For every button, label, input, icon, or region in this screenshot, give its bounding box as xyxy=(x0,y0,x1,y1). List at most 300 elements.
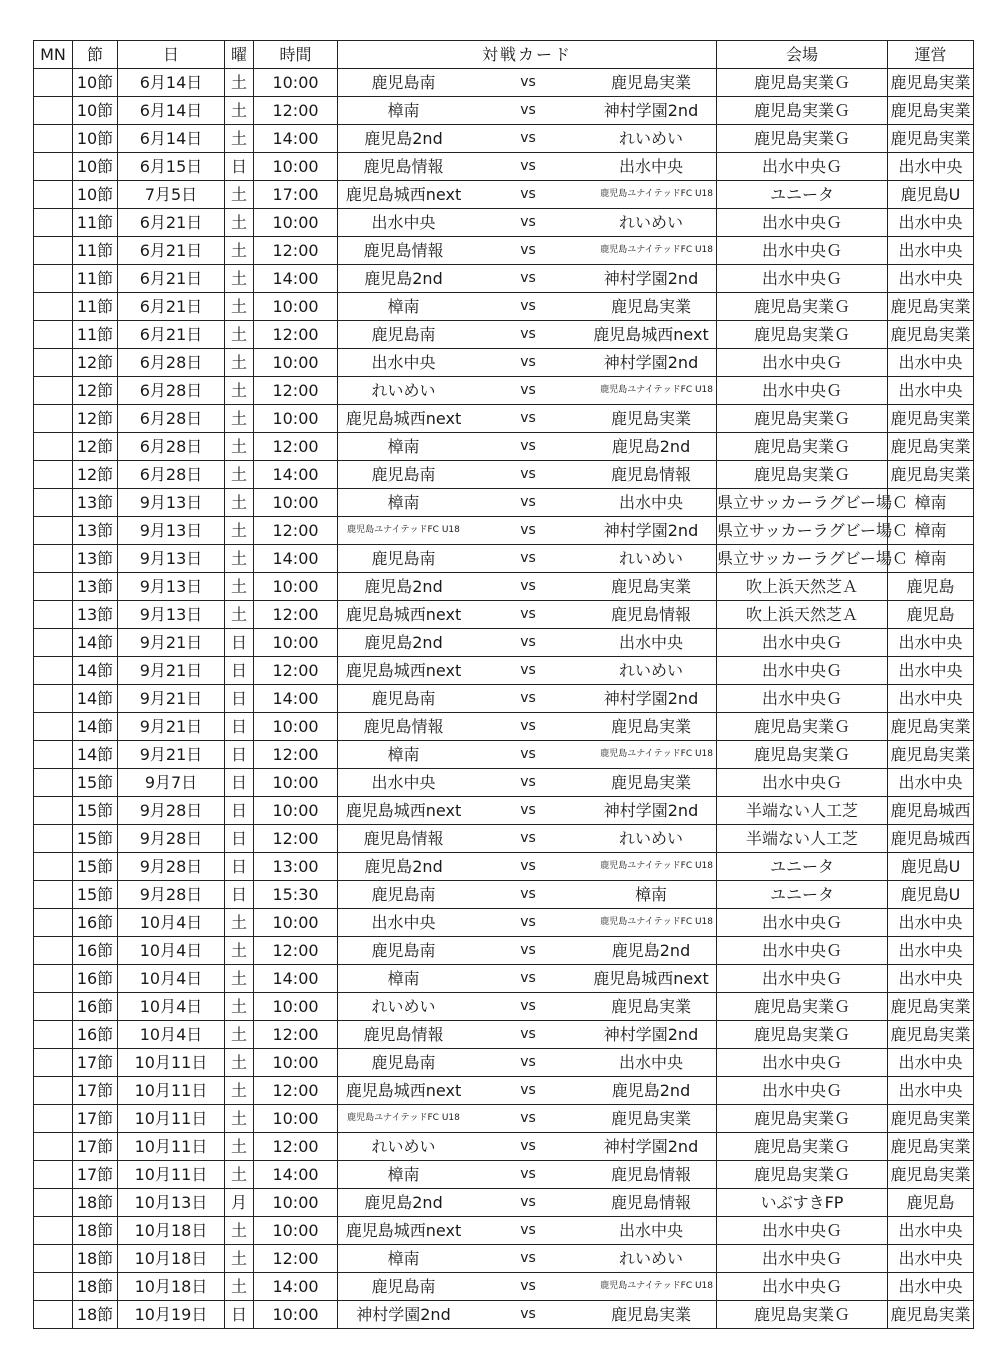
cell-time: 12:00 xyxy=(254,377,338,405)
vs-label: vs xyxy=(520,1194,536,1210)
cell-day: 日 xyxy=(225,629,254,657)
cell-venue: 鹿児島実業Ｇ xyxy=(717,69,888,97)
cell-day: 土 xyxy=(225,69,254,97)
away-team: 鹿児島2nd xyxy=(611,437,691,456)
cell-venue: 鹿児島実業Ｇ xyxy=(717,713,888,741)
away-team: れいめい xyxy=(618,129,683,148)
vs-label: vs xyxy=(520,718,536,734)
cell-match-card xyxy=(338,321,717,349)
table-row xyxy=(34,797,974,825)
cell-day: 日 xyxy=(225,853,254,881)
cell-mn xyxy=(34,881,73,909)
cell-time: 14:00 xyxy=(254,685,338,713)
cell-match-card xyxy=(338,601,717,629)
cell-mn xyxy=(34,153,73,181)
cell-operator: 鹿児島実業 xyxy=(888,97,974,125)
away-team: 神村学園2nd xyxy=(603,801,699,820)
cell-venue: 出水中央Ｇ xyxy=(717,657,888,685)
table-row xyxy=(34,741,974,769)
away-team: 鹿児島ユナイテッドFC U18 xyxy=(600,1281,713,1291)
home-team: 鹿児島2nd xyxy=(364,1193,443,1212)
cell-time: 10:00 xyxy=(254,909,338,937)
cell-operator: 出水中央 xyxy=(888,1245,974,1273)
cell-venue: 鹿児島実業Ｇ xyxy=(717,293,888,321)
away-team: 神村学園2nd xyxy=(603,1137,699,1156)
away-team: 鹿児島実業 xyxy=(610,997,691,1016)
cell-date: 9月21日 xyxy=(118,685,225,713)
cell-match-card xyxy=(338,1301,717,1329)
header-round: 節 xyxy=(73,41,118,69)
cell-time: 10:00 xyxy=(254,69,338,97)
cell-operator: 出水中央 xyxy=(888,1273,974,1301)
home-team: 出水中央 xyxy=(371,213,436,232)
table-row xyxy=(34,1245,974,1273)
cell-round: 13節 xyxy=(73,573,118,601)
cell-time: 13:00 xyxy=(254,853,338,881)
cell-time: 14:00 xyxy=(254,265,338,293)
away-team: 出水中央 xyxy=(618,1221,683,1240)
home-team: 鹿児島南 xyxy=(371,1277,436,1296)
table-row xyxy=(34,657,974,685)
vs-label: vs xyxy=(520,606,536,622)
cell-mn xyxy=(34,461,73,489)
away-team: れいめい xyxy=(618,213,683,232)
vs-label: vs xyxy=(520,214,536,230)
away-team: 鹿児島ユナイテッドFC U18 xyxy=(600,245,713,255)
cell-match-card xyxy=(338,741,717,769)
cell-date: 6月21日 xyxy=(118,209,225,237)
header-date: 日 xyxy=(118,41,225,69)
home-team: 鹿児島情報 xyxy=(363,717,444,736)
cell-venue: 鹿児島実業Ｇ xyxy=(717,97,888,125)
away-team: 神村学園2nd xyxy=(603,521,699,540)
cell-operator: 鹿児島実業 xyxy=(888,1161,974,1189)
cell-mn xyxy=(34,1301,73,1329)
header-mn: MN xyxy=(34,41,73,69)
cell-date: 9月7日 xyxy=(118,769,225,797)
cell-operator: 出水中央 xyxy=(888,629,974,657)
cell-day: 土 xyxy=(225,125,254,153)
cell-venue: 出水中央Ｇ xyxy=(717,1217,888,1245)
cell-time: 10:00 xyxy=(254,405,338,433)
cell-operator: 出水中央 xyxy=(888,377,974,405)
cell-date: 6月21日 xyxy=(118,237,225,265)
table-row xyxy=(34,1217,974,1245)
cell-match-card xyxy=(338,1077,717,1105)
away-team: 鹿児島ユナイテッドFC U18 xyxy=(600,385,713,395)
cell-time: 10:00 xyxy=(254,1189,338,1217)
cell-time: 12:00 xyxy=(254,741,338,769)
cell-venue: 出水中央Ｇ xyxy=(717,769,888,797)
cell-operator: 鹿児島城西 xyxy=(888,825,974,853)
cell-date: 10月4日 xyxy=(118,993,225,1021)
cell-operator: 鹿児島実業 xyxy=(888,461,974,489)
cell-time: 12:00 xyxy=(254,1133,338,1161)
away-team: 神村学園2nd xyxy=(603,689,699,708)
cell-venue: 鹿児島実業Ｇ xyxy=(717,1021,888,1049)
vs-label: vs xyxy=(520,662,536,678)
cell-match-card xyxy=(338,825,717,853)
away-team: 鹿児島実業 xyxy=(610,409,691,428)
table-row xyxy=(34,377,974,405)
cell-round: 14節 xyxy=(73,713,118,741)
cell-time: 12:00 xyxy=(254,1245,338,1273)
cell-day: 土 xyxy=(225,1049,254,1077)
cell-day: 土 xyxy=(225,601,254,629)
cell-operator: 出水中央 xyxy=(888,209,974,237)
cell-time: 12:00 xyxy=(254,937,338,965)
cell-match-card xyxy=(338,349,717,377)
cell-round: 10節 xyxy=(73,69,118,97)
cell-operator: 鹿児島実業 xyxy=(888,1105,974,1133)
cell-round: 13節 xyxy=(73,545,118,573)
home-team: 樟南 xyxy=(387,1165,420,1184)
cell-mn xyxy=(34,741,73,769)
cell-match-card xyxy=(338,573,717,601)
cell-mn xyxy=(34,349,73,377)
cell-round: 15節 xyxy=(73,881,118,909)
cell-day: 日 xyxy=(225,685,254,713)
cell-venue: 出水中央Ｇ xyxy=(717,965,888,993)
cell-venue: 出水中央Ｇ xyxy=(717,153,888,181)
away-team: 鹿児島城西next xyxy=(593,325,709,344)
table-row xyxy=(34,265,974,293)
home-team: 鹿児島南 xyxy=(371,465,436,484)
cell-venue: 鹿児島実業Ｇ xyxy=(717,125,888,153)
cell-round: 12節 xyxy=(73,433,118,461)
home-team: 鹿児島南 xyxy=(371,73,436,92)
cell-round: 18節 xyxy=(73,1217,118,1245)
header-time: 時間 xyxy=(254,41,338,69)
cell-date: 10月11日 xyxy=(118,1105,225,1133)
cell-date: 10月18日 xyxy=(118,1245,225,1273)
cell-date: 9月21日 xyxy=(118,713,225,741)
cell-operator: 鹿児島実業 xyxy=(888,293,974,321)
cell-round: 14節 xyxy=(73,685,118,713)
cell-round: 11節 xyxy=(73,293,118,321)
cell-match-card xyxy=(338,1049,717,1077)
cell-mn xyxy=(34,181,73,209)
cell-round: 13節 xyxy=(73,489,118,517)
cell-mn xyxy=(34,993,73,1021)
cell-date: 10月4日 xyxy=(118,965,225,993)
home-team: 鹿児島城西next xyxy=(345,1221,462,1240)
away-team: 鹿児島ユナイテッドFC U18 xyxy=(600,749,713,759)
cell-round: 18節 xyxy=(73,1301,118,1329)
cell-venue: 出水中央Ｇ xyxy=(717,377,888,405)
cell-match-card xyxy=(338,293,717,321)
cell-round: 18節 xyxy=(73,1245,118,1273)
cell-venue: 半端ない人工芝 xyxy=(717,797,888,825)
table-row xyxy=(34,489,974,517)
cell-time: 10:00 xyxy=(254,293,338,321)
cell-round: 15節 xyxy=(73,797,118,825)
table-row xyxy=(34,69,974,97)
cell-round: 11節 xyxy=(73,237,118,265)
cell-date: 9月28日 xyxy=(118,881,225,909)
cell-day: 土 xyxy=(225,321,254,349)
cell-operator: 鹿児島 xyxy=(888,1189,974,1217)
table-row xyxy=(34,181,974,209)
cell-date: 10月11日 xyxy=(118,1133,225,1161)
cell-venue: 県立サッカーラグビー場Ｃ xyxy=(717,489,888,517)
cell-date: 10月4日 xyxy=(118,937,225,965)
away-team: 鹿児島情報 xyxy=(610,605,691,624)
vs-label: vs xyxy=(520,746,536,762)
cell-round: 17節 xyxy=(73,1077,118,1105)
away-team: れいめい xyxy=(618,549,683,568)
cell-venue: 出水中央Ｇ xyxy=(717,237,888,265)
cell-operator: 出水中央 xyxy=(888,685,974,713)
cell-day: 土 xyxy=(225,349,254,377)
cell-operator: 鹿児島 xyxy=(888,573,974,601)
home-team: 樟南 xyxy=(387,493,420,512)
cell-round: 14節 xyxy=(73,741,118,769)
home-team: れいめい xyxy=(371,381,436,400)
cell-mn xyxy=(34,293,73,321)
cell-venue: 鹿児島実業Ｇ xyxy=(717,405,888,433)
away-team: れいめい xyxy=(618,829,683,848)
cell-time: 17:00 xyxy=(254,181,338,209)
cell-round: 16節 xyxy=(73,937,118,965)
home-team: 鹿児島2nd xyxy=(364,857,443,876)
cell-match-card xyxy=(338,1161,717,1189)
cell-venue: 出水中央Ｇ xyxy=(717,349,888,377)
cell-day: 土 xyxy=(225,461,254,489)
cell-time: 12:00 xyxy=(254,517,338,545)
cell-time: 14:00 xyxy=(254,545,338,573)
cell-round: 17節 xyxy=(73,1161,118,1189)
table-row xyxy=(34,349,974,377)
table-row xyxy=(34,1077,974,1105)
table-row xyxy=(34,993,974,1021)
cell-mn xyxy=(34,433,73,461)
cell-mn xyxy=(34,1161,73,1189)
cell-operator: 鹿児島実業 xyxy=(888,1301,974,1329)
cell-venue: ユニータ xyxy=(717,181,888,209)
home-team: 鹿児島城西next xyxy=(345,801,462,820)
home-team: 鹿児島2nd xyxy=(364,269,443,288)
cell-match-card xyxy=(338,1273,717,1301)
cell-match-card xyxy=(338,853,717,881)
table-row xyxy=(34,1189,974,1217)
cell-venue: 鹿児島実業Ｇ xyxy=(717,1133,888,1161)
cell-time: 12:00 xyxy=(254,825,338,853)
cell-date: 10月13日 xyxy=(118,1189,225,1217)
cell-time: 10:00 xyxy=(254,209,338,237)
table-row xyxy=(34,1161,974,1189)
vs-label: vs xyxy=(520,634,536,650)
cell-date: 9月28日 xyxy=(118,825,225,853)
cell-mn xyxy=(34,1217,73,1245)
vs-label: vs xyxy=(520,998,536,1014)
cell-operator: 出水中央 xyxy=(888,965,974,993)
cell-time: 12:00 xyxy=(254,97,338,125)
cell-round: 16節 xyxy=(73,909,118,937)
vs-label: vs xyxy=(520,326,536,342)
cell-time: 15:30 xyxy=(254,881,338,909)
cell-match-card xyxy=(338,377,717,405)
cell-operator: 鹿児島実業 xyxy=(888,69,974,97)
table-row xyxy=(34,321,974,349)
cell-round: 12節 xyxy=(73,349,118,377)
cell-round: 17節 xyxy=(73,1133,118,1161)
cell-day: 土 xyxy=(225,1273,254,1301)
cell-mn xyxy=(34,1133,73,1161)
cell-round: 13節 xyxy=(73,517,118,545)
vs-label: vs xyxy=(520,494,536,510)
table-row xyxy=(34,629,974,657)
home-team: 樟南 xyxy=(387,437,420,456)
cell-match-card xyxy=(338,405,717,433)
table-row xyxy=(34,1273,974,1301)
table-row xyxy=(34,237,974,265)
cell-day: 土 xyxy=(225,293,254,321)
cell-mn xyxy=(34,1021,73,1049)
cell-operator: 出水中央 xyxy=(888,937,974,965)
cell-venue: 出水中央Ｇ xyxy=(717,937,888,965)
cell-mn xyxy=(34,1245,73,1273)
cell-mn xyxy=(34,1273,73,1301)
table-row xyxy=(34,573,974,601)
header-venue: 会場 xyxy=(717,41,888,69)
home-team: れいめい xyxy=(371,1137,436,1156)
cell-venue: 鹿児島実業Ｇ xyxy=(717,433,888,461)
cell-operator: 鹿児島U xyxy=(888,853,974,881)
cell-date: 10月11日 xyxy=(118,1049,225,1077)
table-row xyxy=(34,97,974,125)
cell-venue: 出水中央Ｇ xyxy=(717,1273,888,1301)
home-team: 鹿児島情報 xyxy=(363,1025,444,1044)
cell-match-card xyxy=(338,797,717,825)
cell-day: 土 xyxy=(225,993,254,1021)
home-team: 樟南 xyxy=(387,101,420,120)
cell-match-card xyxy=(338,965,717,993)
cell-day: 土 xyxy=(225,937,254,965)
cell-venue: 吹上浜天然芝Ａ xyxy=(717,573,888,601)
vs-label: vs xyxy=(520,690,536,706)
cell-round: 14節 xyxy=(73,629,118,657)
table-row xyxy=(34,461,974,489)
cell-date: 7月5日 xyxy=(118,181,225,209)
cell-day: 土 xyxy=(225,265,254,293)
cell-day: 土 xyxy=(225,405,254,433)
cell-date: 10月19日 xyxy=(118,1301,225,1329)
cell-time: 12:00 xyxy=(254,321,338,349)
vs-label: vs xyxy=(520,1306,536,1322)
cell-mn xyxy=(34,937,73,965)
cell-time: 10:00 xyxy=(254,629,338,657)
cell-mn xyxy=(34,965,73,993)
cell-operator: 鹿児島 xyxy=(888,601,974,629)
cell-round: 17節 xyxy=(73,1049,118,1077)
cell-operator: 出水中央 xyxy=(888,265,974,293)
cell-round: 15節 xyxy=(73,769,118,797)
header-operator: 運営 xyxy=(888,41,974,69)
cell-match-card xyxy=(338,181,717,209)
cell-match-card xyxy=(338,1245,717,1273)
home-team: れいめい xyxy=(371,997,436,1016)
home-team: 神村学園2nd xyxy=(356,1305,451,1324)
cell-venue: 出水中央Ｇ xyxy=(717,1077,888,1105)
vs-label: vs xyxy=(520,158,536,174)
cell-time: 12:00 xyxy=(254,433,338,461)
cell-match-card xyxy=(338,1105,717,1133)
table-row xyxy=(34,1133,974,1161)
cell-time: 10:00 xyxy=(254,1049,338,1077)
cell-round: 11節 xyxy=(73,265,118,293)
cell-operator: 鹿児島実業 xyxy=(888,125,974,153)
cell-day: 日 xyxy=(225,741,254,769)
cell-day: 日 xyxy=(225,713,254,741)
cell-mn xyxy=(34,321,73,349)
cell-match-card xyxy=(338,69,717,97)
cell-match-card xyxy=(338,517,717,545)
away-team: 鹿児島ユナイテッドFC U18 xyxy=(600,861,713,871)
away-team: 鹿児島情報 xyxy=(610,1165,691,1184)
table-row xyxy=(34,601,974,629)
cell-date: 10月11日 xyxy=(118,1077,225,1105)
vs-label: vs xyxy=(520,914,536,930)
cell-round: 10節 xyxy=(73,153,118,181)
cell-venue: 出水中央Ｇ xyxy=(717,1245,888,1273)
cell-match-card xyxy=(338,237,717,265)
home-team: 鹿児島南 xyxy=(371,549,436,568)
table-row xyxy=(34,517,974,545)
away-team: 樟南 xyxy=(634,885,667,904)
vs-label: vs xyxy=(520,242,536,258)
cell-operator: 鹿児島実業 xyxy=(888,433,974,461)
cell-match-card xyxy=(338,1217,717,1245)
cell-operator: 鹿児島U xyxy=(888,881,974,909)
away-team: 出水中央 xyxy=(618,1053,683,1072)
cell-match-card xyxy=(338,461,717,489)
cell-day: 土 xyxy=(225,237,254,265)
home-team: 出水中央 xyxy=(371,913,436,932)
away-team: 鹿児島実業 xyxy=(610,773,691,792)
table-row xyxy=(34,1105,974,1133)
cell-match-card xyxy=(338,629,717,657)
home-team: 鹿児島南 xyxy=(371,885,436,904)
away-team: 鹿児島2nd xyxy=(611,941,691,960)
table-row xyxy=(34,965,974,993)
cell-round: 13節 xyxy=(73,601,118,629)
cell-mn xyxy=(34,769,73,797)
cell-time: 12:00 xyxy=(254,1021,338,1049)
away-team: 鹿児島実業 xyxy=(610,1109,691,1128)
vs-label: vs xyxy=(520,1110,536,1126)
cell-time: 14:00 xyxy=(254,461,338,489)
cell-day: 土 xyxy=(225,573,254,601)
cell-match-card xyxy=(338,1189,717,1217)
away-team: 出水中央 xyxy=(618,493,683,512)
cell-operator: 鹿児島実業 xyxy=(888,741,974,769)
cell-match-card xyxy=(338,265,717,293)
cell-mn xyxy=(34,685,73,713)
header-day: 曜 xyxy=(225,41,254,69)
vs-label: vs xyxy=(520,774,536,790)
cell-mn xyxy=(34,601,73,629)
cell-date: 9月21日 xyxy=(118,629,225,657)
table-row xyxy=(34,433,974,461)
cell-venue: 鹿児島実業Ｇ xyxy=(717,1161,888,1189)
cell-round: 12節 xyxy=(73,405,118,433)
home-team: 鹿児島城西next xyxy=(345,185,462,204)
away-team: 出水中央 xyxy=(618,157,683,176)
cell-operator: 出水中央 xyxy=(888,1049,974,1077)
cell-day: 土 xyxy=(225,433,254,461)
cell-date: 9月13日 xyxy=(118,573,225,601)
